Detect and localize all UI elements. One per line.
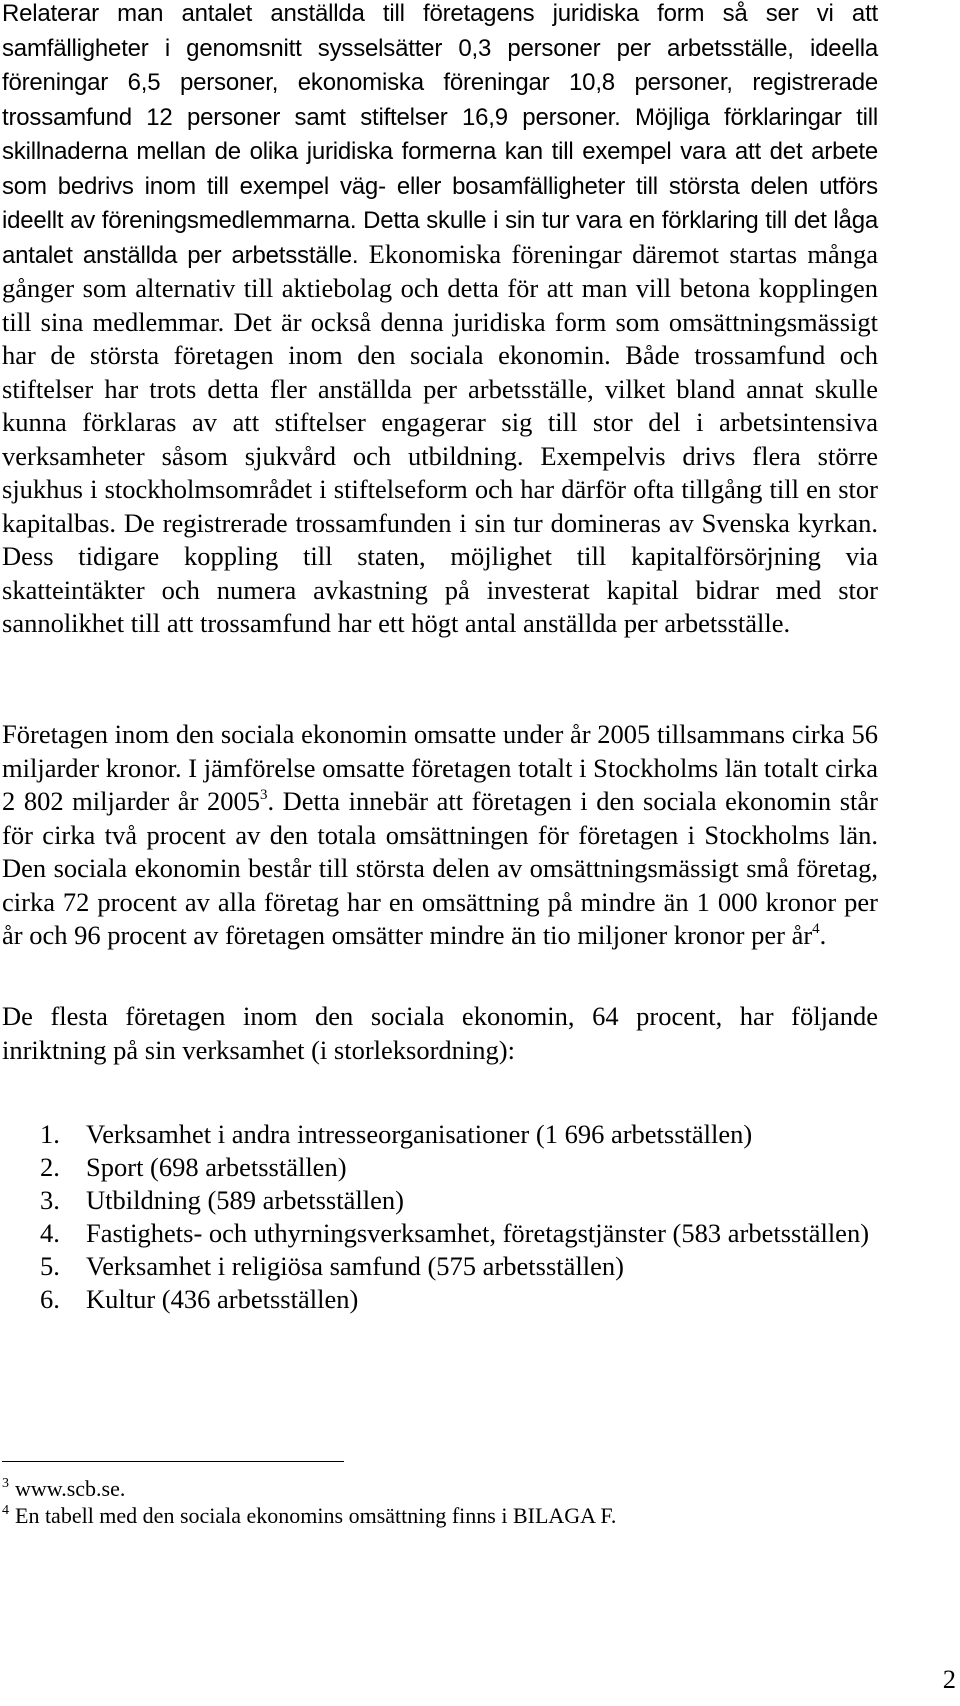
list-item xyxy=(0,1250,880,1283)
footnote-mark: 3 xyxy=(2,1476,9,1491)
list-item xyxy=(0,1184,880,1217)
activity-ranking-list xyxy=(0,1118,880,1316)
paragraph-text-segment: . xyxy=(819,920,827,950)
list-item-text: Sport (698 arbetsställen) xyxy=(86,1152,347,1182)
list-item-number: 5. xyxy=(40,1251,60,1281)
footnote-text: En tabell med den sociala ekonomins omsättning finns i BILAGA F. xyxy=(15,1503,617,1528)
footnote-link[interactable]: www.scb.se. xyxy=(15,1476,126,1501)
paragraph-text-segment: Relaterar man antalet anställda till företagens juridiska form så ser vi att samfälligheter i genomsnitt sysselsätter 0,3 personer per arbetsställe, ideella föreningar 6,5 personer, ekonomiska föreningar 10,8 personer, registrerade trossamfund 12 personer samt stiftelser 16,9 personer. Möjliga förklaringar till skillnaderna mellan de olika juridiska formerna kan till exempel vara att det arbete som bedrivs inom till exempel väg- eller bosamfälligheter till största delen utförs ideellt av föreningsmedlemmarna. Detta skulle i sin tur vara en förklaring till det låga antalet anställda per arbetsställe. xyxy=(2,0,878,269)
paragraph-list-intro: De flesta företagen inom den sociala ekonomin, 64 procent, har följande inriktning på sin verksamhet (i storleksordning): xyxy=(2,1001,878,1065)
list-item-number: 1. xyxy=(40,1119,60,1149)
list-item-number: 6. xyxy=(40,1284,60,1314)
list-item-text: Kultur (436 arbetsställen) xyxy=(86,1284,359,1314)
footnote xyxy=(2,1476,125,1502)
list-item-text: Verksamhet i andra intresseorganisationer (1 696 arbetsställen) xyxy=(86,1119,753,1149)
page-number: 2 xyxy=(942,1664,956,1694)
paragraph-text-segment: Företagen inom den sociala ekonomin omsatte under år 2005 tillsammans cirka 56 miljarder kronor. I jämförelse omsatte företagen totalt i Stockholms län totalt cirka 2 802 miljarder år 2005 xyxy=(2,719,878,816)
list-item-text: Fastighets- och uthyrningsverksamhet, företagstjänster (583 arbetsställen) xyxy=(86,1218,870,1248)
list-item xyxy=(0,1118,880,1151)
footnote-mark: 4 xyxy=(2,1503,9,1518)
paragraph-employees-per-legal-form xyxy=(2,0,878,641)
footnote-reference[interactable]: 4 xyxy=(812,921,820,937)
paragraph-text-segment: . Detta innebär att företagen i den sociala ekonomin står för cirka två procent av den totala omsättningen för företagen i Stockholms län. Den sociala ekonomin består till största delen av omsättningsmässigt små företag, cirka 72 procent av alla företag har en omsättning på mindre än 1 000 kronor per år och 96 procent av företagen omsätter mindre än tio miljoner kronor per år xyxy=(2,786,878,950)
list-item xyxy=(0,1151,880,1184)
footnote-reference[interactable]: 3 xyxy=(259,787,268,803)
list-item xyxy=(0,1283,880,1316)
list-item-text: Utbildning (589 arbetsställen) xyxy=(86,1185,404,1215)
list-item xyxy=(0,1217,880,1250)
footnote xyxy=(2,1503,616,1529)
list-item-number: 4. xyxy=(40,1218,60,1248)
paragraph-text-segment: Ekonomiska föreningar däremot startas många gånger som alternativ till aktiebolag och detta för att man vill betona kopplingen till sina medlemmar. Det är också denna juridiska form som omsättningsmässigt har de största företagen inom den sociala ekonomin. Både trossamfund och stiftelser har trots detta fler anställda per arbetsställe, vilket bland annat skulle kunna förklaras av att stiftelser engagerar sig till stor del i arbetsintensiva verksamheter såsom sjukvård och utbildning. Exempelvis drivs flera större sjukhus i stockholmsområdet i stiftelseform och har därför ofta tillgång till en stor kapitalbas. De registrerade trossamfunden i sin tur domineras av Svenska kyrkan. Dess tidigare koppling till staten, möjlighet till kapitalförsörjning via skatteintäkter och numera avkastning på investerat kapital bidrar med stor sannolikhet till att trossamfund har ett högt antal anställda per arbetsställe. xyxy=(2,238,878,638)
footnote-separator xyxy=(2,1461,344,1462)
list-item-number: 3. xyxy=(40,1185,60,1215)
list-item-text: Verksamhet i religiösa samfund (575 arbetsställen) xyxy=(86,1251,624,1281)
paragraph-turnover xyxy=(2,718,878,953)
list-item-number: 2. xyxy=(40,1152,60,1182)
